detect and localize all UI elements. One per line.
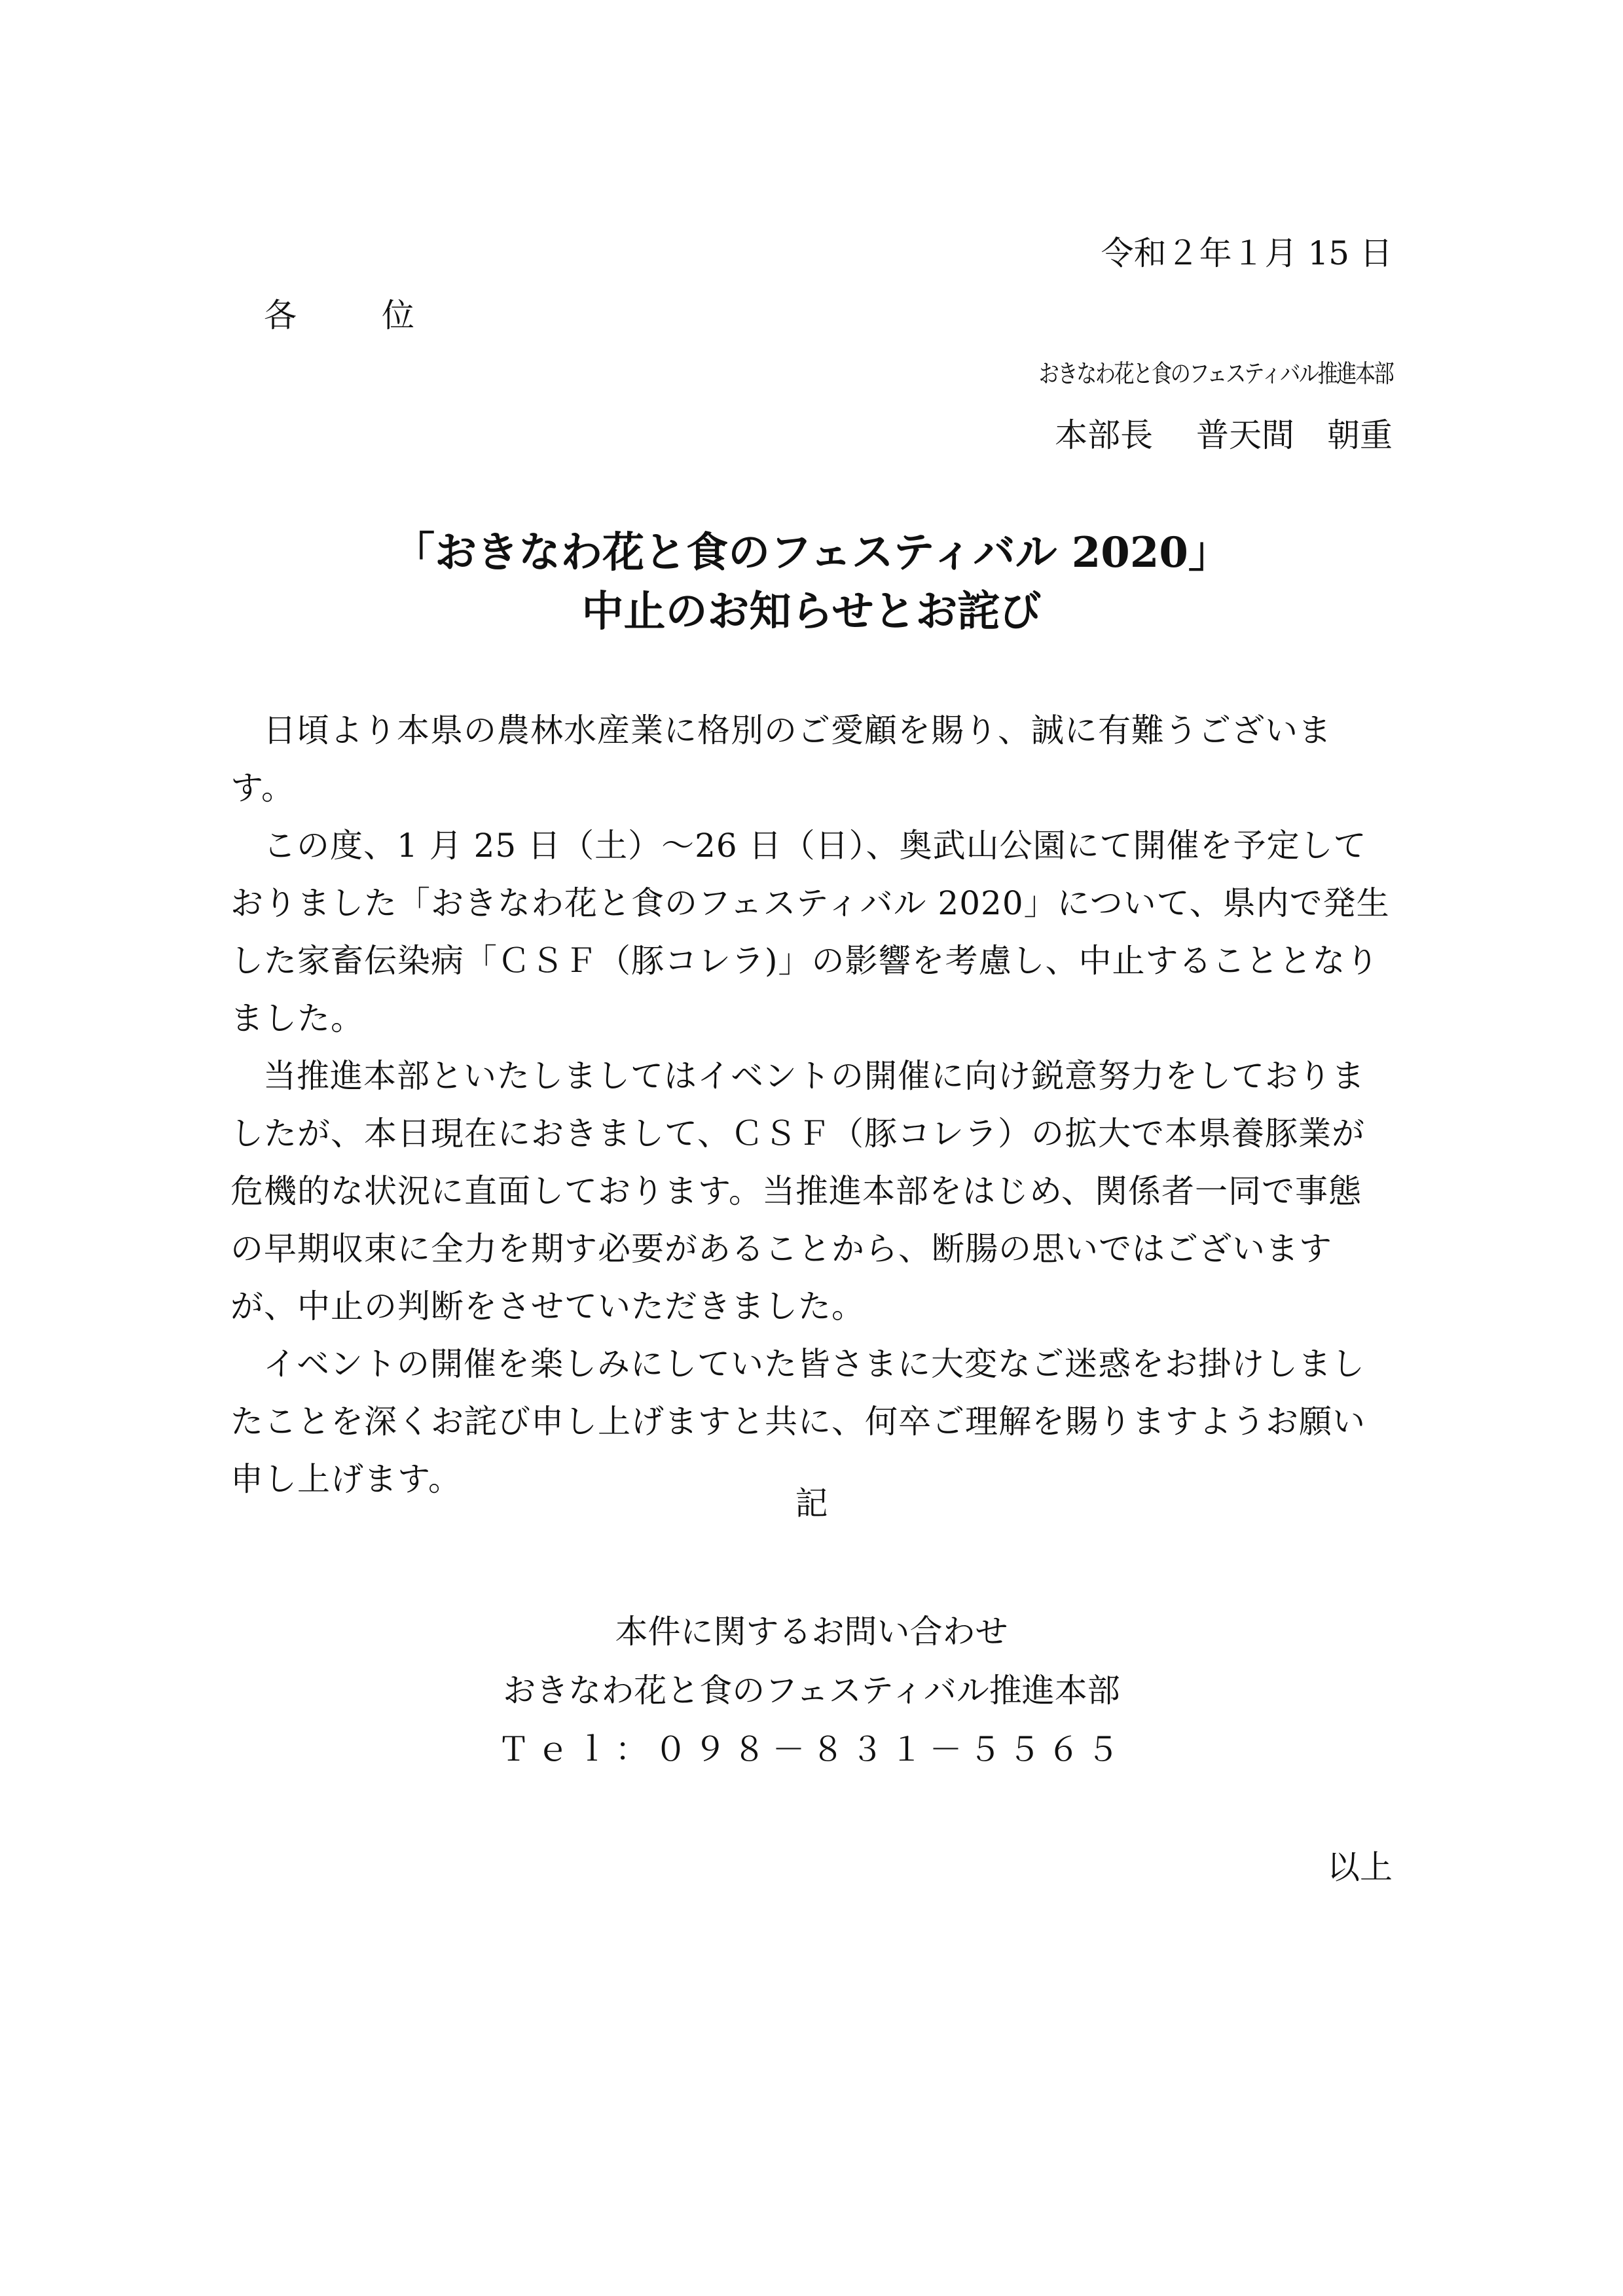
ki-marker: 記 bbox=[795, 1484, 828, 1522]
body-paragraph: この度、1 月 25 日（土）～26 日（日）、奥武山公園にて開催を予定しておりました「おきなわ花と食のフェスティバル 2020」について、県内で発生した家畜伝染病「ＣＳＦ（豚コレラ)」の影響を考慮し、中止することとなりました。 bbox=[230, 827, 1390, 1037]
contact-organization: おきなわ花と食のフェスティバル推進本部 bbox=[503, 1672, 1120, 1710]
contact-heading: 本件に関するお問い合わせ bbox=[615, 1613, 1008, 1651]
body-paragraph: イベントの開催を楽しみにしていた皆さまに大変なご迷惑をお掛けしましたことを深くお詫び申し上げますと共に、何卒ご理解を賜りますようお願い申し上げます。 bbox=[230, 1345, 1366, 1498]
contact-telephone: Ｔｅｌ：０９８－８３１－５５６５ bbox=[497, 1731, 1126, 1768]
sender-name: 本部長 普天間 朝重 bbox=[1055, 416, 1393, 454]
body-paragraph: 日頃より本県の農林水産業に格別のご愛顧を賜り、誠に有難うございます。 bbox=[230, 711, 1332, 807]
document-title-line-2: 中止のお知らせとお詫び bbox=[581, 587, 1042, 636]
body-paragraph: 当推進本部といたしましてはイベントの開催に向け鋭意努力をしておりましたが、本日現在におきまして、ＣＳＦ（豚コレラ）の拡大で本県養豚業が危機的な状況に直面しております。当推進本部をはじめ、関係者一同で事態の早期収束に全力を期す必要があることから、断腸の思いではございますが、中止の判断をさせていただきました。 bbox=[230, 1057, 1365, 1325]
document-title-line-1: 「おきなわ花と食のフェスティバル 2020」 bbox=[393, 528, 1230, 577]
document-date: 令和２年１月 15 日 bbox=[1101, 234, 1393, 272]
sender-organization: おきなわ花と食のフェスティバル推進本部 bbox=[1038, 359, 1393, 388]
body-text bbox=[230, 702, 1393, 1508]
closing-mark: 以上 bbox=[1327, 1848, 1393, 1886]
recipient-salutation: 各 位 bbox=[264, 296, 441, 334]
